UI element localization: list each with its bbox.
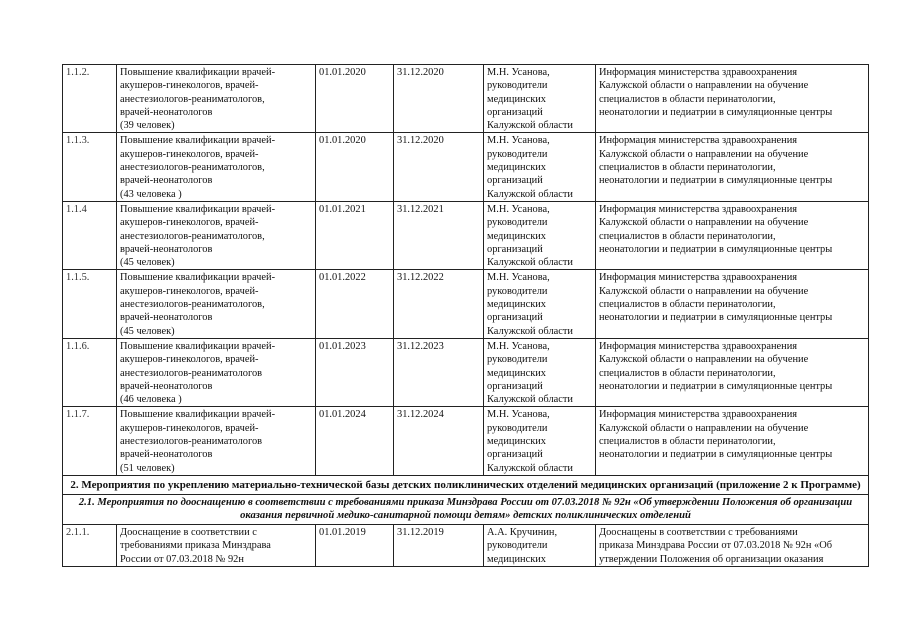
item-title-line: Повышение квалификации врачей-	[120, 340, 276, 352]
expected-result-line: Информация министерства здравоохранения	[599, 67, 798, 78]
expected-result-line: неонатологии и педиатрии в симуляционные центры	[599, 243, 833, 255]
section-heading: 2. Мероприятия по укреплению материально-технической базы детских поликлинических отделений медицинских организаций (приложение 2 к Программе)	[63, 475, 869, 494]
responsible-line: руководители	[487, 540, 548, 552]
expected-result-line: специалистов в области перинатологии,	[599, 299, 776, 311]
item-title-line: анестезиологов-реаниматологов,	[120, 162, 265, 174]
end-date: 31.12.2023	[394, 338, 484, 406]
responsible-line: организаций	[487, 106, 543, 118]
expected-result-line: Информация министерства здравоохранения	[599, 340, 798, 352]
responsible-line: М.Н. Усанова,	[487, 340, 550, 352]
expected-result-line: Информация министерства здравоохранения	[599, 272, 798, 284]
expected-result	[596, 65, 869, 133]
end-date: 31.12.2022	[394, 270, 484, 338]
item-title	[117, 338, 316, 406]
item-title	[117, 133, 316, 201]
expected-result-line: Калужской области о направлении на обучение	[599, 217, 809, 229]
expected-result-line: неонатологии и педиатрии в симуляционные центры	[599, 106, 833, 118]
table-row	[63, 201, 869, 269]
responsible-line: руководители	[487, 354, 548, 366]
expected-result-line: специалистов в области перинатологии,	[599, 367, 776, 379]
responsible-line: М.Н. Усанова,	[487, 67, 550, 78]
responsible-line: медицинских	[487, 299, 546, 311]
responsible	[484, 201, 596, 269]
item-title-line: врачей-неонатологов	[120, 380, 213, 392]
item-title-line: акушеров-гинекологов, врачей-	[120, 285, 259, 297]
expected-result	[596, 270, 869, 338]
expected-result	[596, 338, 869, 406]
item-number: 1.1.7.	[63, 407, 117, 475]
item-number: 2.1.1.	[63, 524, 117, 566]
start-date: 01.01.2019	[316, 524, 394, 566]
responsible-line: Калужской области	[487, 394, 573, 406]
item-title-line: (46 человека )	[120, 394, 182, 406]
expected-result-line: специалистов в области перинатологии,	[599, 436, 776, 448]
item-number: 1.1.2.	[63, 65, 117, 133]
item-title-line: Повышение квалификации врачей-	[120, 203, 276, 215]
item-title	[117, 65, 316, 133]
item-title-line: врачей-неонатологов	[120, 449, 213, 461]
expected-result-line: специалистов в области перинатологии,	[599, 230, 776, 242]
responsible-line: организаций	[487, 380, 543, 392]
subsection-heading-row	[63, 494, 869, 524]
responsible-line: Калужской области	[487, 120, 573, 132]
responsible-line: медицинских	[487, 367, 546, 379]
item-title-line: анестезиологов-реаниматологов,	[120, 93, 265, 105]
responsible-line: М.Н. Усанова,	[487, 272, 550, 284]
responsible-line: А.А. Кручинин,	[487, 526, 558, 538]
responsible	[484, 270, 596, 338]
expected-result-line: неонатологии и педиатрии в симуляционные центры	[599, 312, 833, 324]
expected-result-line: приказа Минздрава России от 07.03.2018 № 92н «Об	[599, 540, 832, 552]
end-date: 31.12.2020	[394, 65, 484, 133]
end-date: 31.12.2020	[394, 133, 484, 201]
expected-result	[596, 133, 869, 201]
start-date: 01.01.2020	[316, 133, 394, 201]
expected-result-line: Информация министерства здравоохранения	[599, 203, 798, 215]
responsible	[484, 65, 596, 133]
table-row	[63, 65, 869, 133]
responsible-line: медицинских	[487, 93, 546, 105]
responsible-line: медицинских	[487, 553, 546, 565]
item-title-line: России от 07.03.2018 № 92н	[120, 553, 244, 565]
responsible-line: М.Н. Усанова,	[487, 203, 550, 215]
expected-result-line: Информация министерства здравоохранения	[599, 409, 798, 421]
table-row	[63, 407, 869, 475]
item-number: 1.1.6.	[63, 338, 117, 406]
item-title-line: анестезиологов-реаниматологов	[120, 367, 263, 379]
responsible	[484, 338, 596, 406]
start-date: 01.01.2022	[316, 270, 394, 338]
table-row	[63, 338, 869, 406]
table-body	[63, 65, 869, 567]
item-title-line: акушеров-гинекологов, врачей-	[120, 80, 259, 92]
item-title-line: врачей-неонатологов	[120, 243, 213, 255]
item-title-line: (51 человек)	[120, 462, 175, 474]
responsible-line: медицинских	[487, 230, 546, 242]
section-heading-row	[63, 475, 869, 494]
table-row	[63, 133, 869, 201]
item-title-line: врачей-неонатологов	[120, 312, 213, 324]
expected-result-line: Информация министерства здравоохранения	[599, 135, 798, 147]
expected-result	[596, 524, 869, 566]
responsible-line: организаций	[487, 175, 543, 187]
item-title-line: Дооснащение в соответствии с	[120, 526, 257, 538]
item-title-line: (45 человек)	[120, 257, 175, 269]
expected-result-line: неонатологии и педиатрии в симуляционные центры	[599, 175, 833, 187]
item-title-line: Повышение квалификации врачей-	[120, 67, 276, 78]
item-title-line: анестезиологов-реаниматологов,	[120, 230, 265, 242]
table-row	[63, 524, 869, 566]
expected-result-line: специалистов в области перинатологии,	[599, 93, 776, 105]
expected-result-line: специалистов в области перинатологии,	[599, 162, 776, 174]
item-title-line: (45 человек)	[120, 325, 175, 337]
responsible-line: М.Н. Усанова,	[487, 409, 550, 421]
item-title-line: Повышение квалификации врачей-	[120, 272, 276, 284]
responsible-line: Калужской области	[487, 325, 573, 337]
item-title	[117, 407, 316, 475]
expected-result	[596, 201, 869, 269]
item-title-line: акушеров-гинекологов, врачей-	[120, 217, 259, 229]
item-title	[117, 524, 316, 566]
expected-result-line: Калужской области о направлении на обучение	[599, 354, 809, 366]
subsection-heading: 2.1. Мероприятия по дооснащению в соответствии с требованиями приказа Минздрава России от 07.03.2018 № 92н «Об утверждении Положения об организации оказания первичной медико-санитарной помощи детям» детских поликлинических отделений	[63, 494, 869, 524]
responsible	[484, 133, 596, 201]
responsible-line: Калужской области	[487, 188, 573, 200]
start-date: 01.01.2021	[316, 201, 394, 269]
responsible	[484, 407, 596, 475]
item-number: 1.1.5.	[63, 270, 117, 338]
start-date: 01.01.2023	[316, 338, 394, 406]
end-date: 31.12.2019	[394, 524, 484, 566]
start-date: 01.01.2020	[316, 65, 394, 133]
responsible-line: руководители	[487, 80, 548, 92]
expected-result-line: Дооснащены в соответствии с требованиями	[599, 526, 798, 538]
expected-result-line: неонатологии и педиатрии в симуляционные центры	[599, 449, 833, 461]
expected-result-line: Калужской области о направлении на обучение	[599, 80, 809, 92]
end-date: 31.12.2021	[394, 201, 484, 269]
responsible-line: медицинских	[487, 436, 546, 448]
expected-result-line: неонатологии и педиатрии в симуляционные центры	[599, 380, 833, 392]
item-title-line: Повышение квалификации врачей-	[120, 135, 276, 147]
responsible-line: организаций	[487, 312, 543, 324]
item-number: 1.1.3.	[63, 133, 117, 201]
expected-result-line: Калужской области о направлении на обучение	[599, 285, 809, 297]
responsible-line: организаций	[487, 243, 543, 255]
item-title-line: анестезиологов-реаниматологов	[120, 436, 263, 448]
item-title-line: врачей-неонатологов	[120, 175, 213, 187]
responsible-line: организаций	[487, 449, 543, 461]
item-number: 1.1.4	[63, 201, 117, 269]
program-table	[62, 64, 869, 567]
expected-result-line: Калужской области о направлении на обучение	[599, 422, 809, 434]
item-title	[117, 270, 316, 338]
expected-result-line: Калужской области о направлении на обучение	[599, 148, 809, 160]
table-row	[63, 270, 869, 338]
expected-result	[596, 407, 869, 475]
responsible-line: руководители	[487, 285, 548, 297]
end-date: 31.12.2024	[394, 407, 484, 475]
item-title-line: (39 человек)	[120, 120, 175, 132]
item-title-line: акушеров-гинекологов, врачей-	[120, 354, 259, 366]
item-title-line: акушеров-гинекологов, врачей-	[120, 422, 259, 434]
item-title-line: анестезиологов-реаниматологов,	[120, 299, 265, 311]
document-page	[62, 64, 868, 567]
responsible-line: Калужской области	[487, 257, 573, 269]
item-title-line: (43 человека )	[120, 188, 182, 200]
item-title	[117, 201, 316, 269]
responsible-line: руководители	[487, 422, 548, 434]
expected-result-line: утверждении Положения об организации оказания	[599, 553, 824, 565]
responsible-line: медицинских	[487, 162, 546, 174]
item-title-line: акушеров-гинекологов, врачей-	[120, 148, 259, 160]
responsible-line: руководители	[487, 148, 548, 160]
responsible-line: Калужской области	[487, 462, 573, 474]
item-title-line: врачей-неонатологов	[120, 106, 213, 118]
item-title-line: требованиями приказа Минздрава	[120, 540, 271, 552]
responsible-line: руководители	[487, 217, 548, 229]
start-date: 01.01.2024	[316, 407, 394, 475]
item-title-line: Повышение квалификации врачей-	[120, 409, 276, 421]
responsible-line: М.Н. Усанова,	[487, 135, 550, 147]
responsible	[484, 524, 596, 566]
